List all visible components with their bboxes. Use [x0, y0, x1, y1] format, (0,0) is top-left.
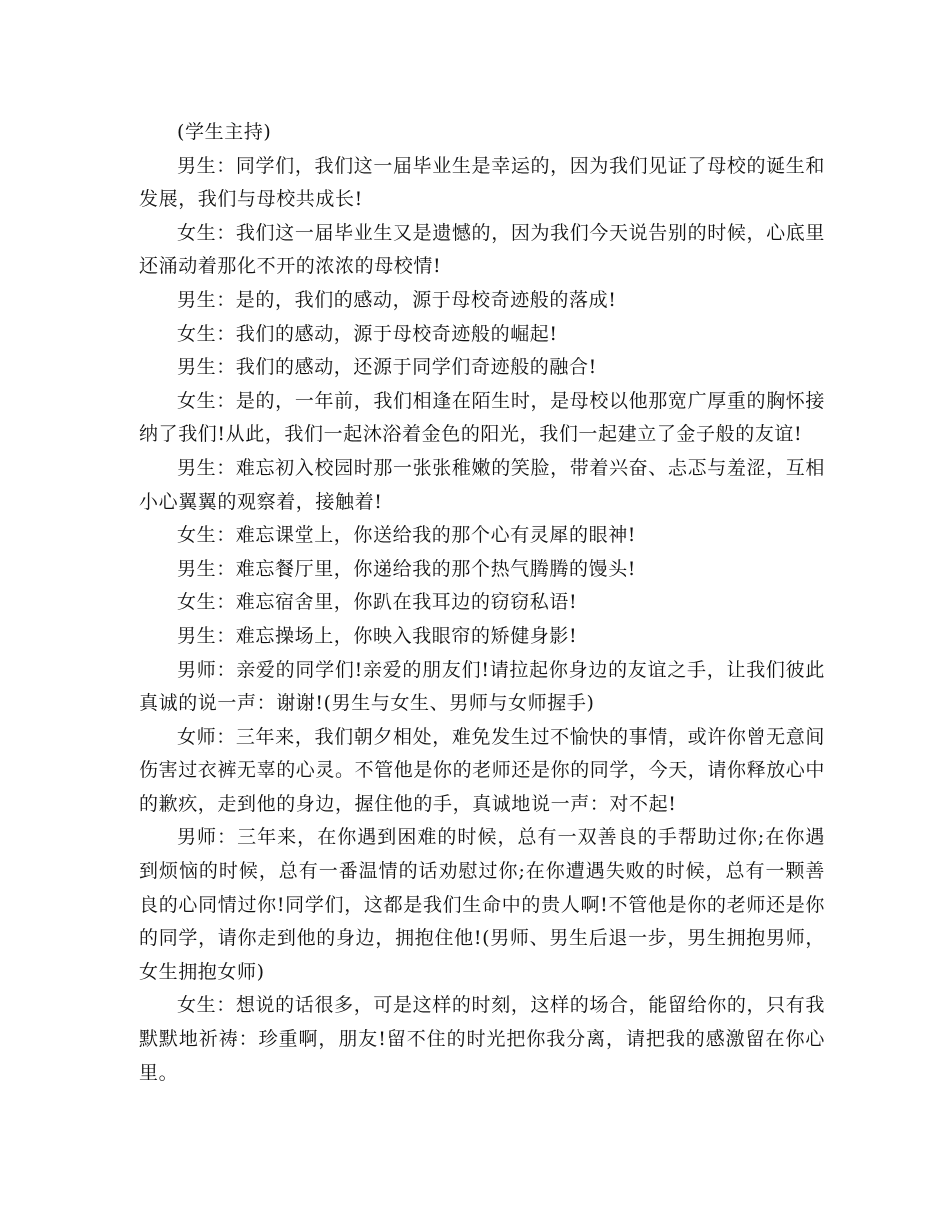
paragraph: 男生：难忘初入校园时那一张张稚嫩的笑脸，带着兴奋、忐忑与羞涩，互相小心翼翼的观察着，接触着! — [139, 456, 825, 513]
paragraph: 女生：是的，一年前，我们相逢在陌生时，是母校以他那宽广厚重的胸怀接纳了我们!从此，我们一起沐浴着金色的阳光，我们一起建立了金子般的友谊! — [139, 389, 825, 446]
paragraph: 男师：三年来，在你遇到困难的时候，总有一双善良的手帮助过你;在你遇到烦恼的时候，总有一番温情的话劝慰过你;在你遭遇失败的时候，总有一颗善良的心同情过你!同学们，这都是我们生命中的贵人啊!不管他是你的老师还是你的同学，请你走到他的身边，拥抱住他!(男师、男生后退一步，男生拥抱男师，女生拥抱女师) — [139, 826, 825, 983]
paragraph: 男生：是的，我们的感动，源于母校奇迹般的落成! — [177, 288, 617, 311]
paragraph: 男师：亲爱的同学们!亲爱的朋友们!请拉起你身边的友谊之手，让我们彼此真诚的说一声：谢谢!(男生与女生、男师与女师握手) — [139, 658, 825, 715]
paragraph: 女生：我们的感动，源于母校奇迹般的崛起! — [177, 322, 558, 345]
paragraph: 男生：难忘餐厅里，你递给我的那个热气腾腾的馒头! — [177, 557, 637, 580]
paragraph: 女生：想说的话很多，可是这样的时刻，这样的场合，能留给你的，只有我默默地祈祷：珍重啊，朋友!留不住的时光把你我分离，请把我的感激留在你心里。 — [139, 994, 825, 1084]
document-body — [139, 116, 825, 1090]
paragraph: 男生：难忘操场上，你映入我眼帘的矫健身影! — [177, 624, 578, 647]
paragraph: 女师：三年来，我们朝夕相处，难免发生过不愉快的事情，或许你曾无意间伤害过衣裤无辜的心灵。不管他是你的老师还是你的同学，今天，请你释放心中的歉疚，走到他的身边，握住他的手，真诚地说一声：对不起! — [139, 725, 826, 815]
paragraph: 女生：难忘宿舍里，你趴在我耳边的窃窃私语! — [177, 591, 578, 614]
paragraph-host-note: (学生主持) — [177, 121, 272, 143]
paragraph: 女生：我们这一届毕业生又是遗憾的，因为我们今天说告别的时候，心底里还涌动着那化不开的浓浓的母校情! — [139, 221, 825, 278]
paragraph: 男生：我们的感动，还源于同学们奇迹般的融合! — [177, 356, 597, 379]
paragraph: 男生：同学们，我们这一届毕业生是幸运的，因为我们见证了母校的诞生和发展，我们与母校共成长! — [139, 154, 825, 211]
paragraph: 女生：难忘课堂上，你送给我的那个心有灵犀的眼神! — [177, 524, 637, 547]
